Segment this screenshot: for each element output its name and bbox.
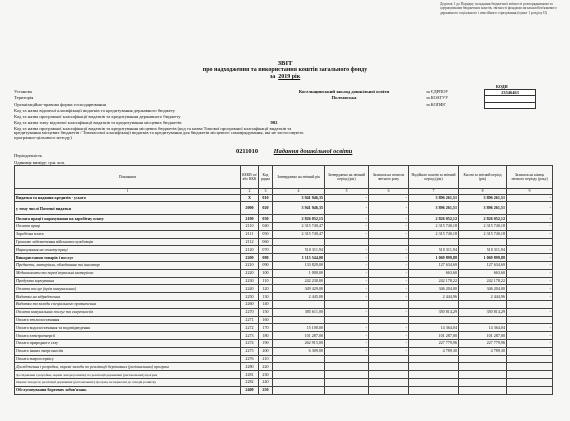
cell-approved-year: 101 287,00 — [273, 332, 325, 340]
type-local-value: 002 — [270, 120, 278, 126]
cell-name: Медикаменти та перев'язувальні матеріали — [15, 269, 241, 277]
cell-code: 200 — [259, 347, 273, 355]
cell-code: 060 — [259, 238, 273, 246]
cell-kekv: 2100 — [241, 215, 259, 223]
cell-name: Дослідження і розробки, окремі заходи розвитку по реалізації державних (регіональних) програм — [15, 371, 241, 379]
cell-cash: 2 315 740,18 — [459, 230, 507, 238]
table-row — [15, 332, 553, 340]
cell-approved-period — [325, 355, 369, 363]
cell-approved-year: 2 315 740,47 — [273, 223, 325, 231]
cell-code: 230 — [259, 371, 273, 379]
cell-received: 2 444,96 — [409, 293, 459, 301]
cell-approved-period — [325, 238, 369, 246]
table-row — [15, 262, 553, 270]
cell-received — [409, 363, 459, 371]
edrpou-label: за ЄДРПОУ — [426, 89, 449, 94]
cell-received — [409, 238, 459, 246]
prog-class-label: Код та назва програмної класифікації видатків та кредитування державного бюджету — [14, 114, 181, 120]
cell-approved-period: - — [325, 308, 369, 316]
cell-start — [369, 355, 409, 363]
cell-end — [507, 238, 553, 246]
cell-cash: 3 896 261,51 — [459, 194, 507, 202]
cell-start: - — [369, 230, 409, 238]
info-block — [14, 89, 564, 147]
cell-name: Предмети, матеріали, обладнання та інвентар — [15, 262, 241, 270]
cell-code: 220 — [259, 363, 273, 371]
cell-code: 070 — [259, 246, 273, 254]
cell-end: - — [507, 293, 553, 301]
cell-received — [409, 371, 459, 379]
cell-cash: 2 826 052,12 — [459, 215, 507, 223]
cell-start — [369, 379, 409, 387]
cell-name: Грошове забезпечення військовослужбовців — [15, 238, 241, 246]
table-row — [15, 285, 553, 293]
cell-start: - — [369, 254, 409, 262]
cell-kekv: 2120 — [241, 246, 259, 254]
cell-code: 170 — [259, 324, 273, 332]
cell-kekv: 2282 — [241, 379, 259, 387]
column-header: Показники — [15, 166, 241, 189]
column-number: 1 — [15, 189, 241, 195]
title-prefix: за — [269, 74, 276, 80]
cell-start — [369, 386, 409, 394]
report-table — [14, 165, 553, 395]
cell-kekv: 2230 — [241, 277, 259, 285]
cell-cash: 242 178,22 — [459, 277, 507, 285]
cell-cash: 127 634,69 — [459, 262, 507, 270]
table-row — [15, 230, 553, 238]
cell-end — [507, 355, 553, 363]
table-row — [15, 202, 553, 215]
cell-received: 127 634,69 — [409, 262, 459, 270]
cell-end: - — [507, 215, 553, 223]
cell-approved-period: - — [325, 223, 369, 231]
cell-start: - — [369, 202, 409, 215]
cell-code: 180 — [259, 332, 273, 340]
cell-received — [409, 316, 459, 324]
cell-cash: 3 896 261,51 — [459, 202, 507, 215]
cell-code: 100 — [259, 269, 273, 277]
cell-approved-period — [325, 371, 369, 379]
column-header: Касові за звітний період (рік) — [459, 166, 507, 189]
cell-end: - — [507, 340, 553, 348]
cell-code: 210 — [259, 355, 273, 363]
cell-cash: 227 779,96 — [459, 340, 507, 348]
cell-approved-period — [325, 386, 369, 394]
cell-approved-period: - — [325, 340, 369, 348]
cell-start: - — [369, 332, 409, 340]
cell-start: - — [369, 277, 409, 285]
table-row — [15, 301, 553, 309]
cell-code: 020 — [259, 202, 273, 215]
cell-approved-period: - — [325, 347, 369, 355]
cell-received: 2 826 052,12 — [409, 215, 459, 223]
cell-approved-year: 133 829,00 — [273, 262, 325, 270]
cell-cash — [459, 379, 507, 387]
cell-code: 240 — [259, 379, 273, 387]
cell-end: - — [507, 285, 553, 293]
cell-name: Оплата комунальних послуг та енергоносіїв — [15, 308, 241, 316]
cell-received: 663,60 — [409, 269, 459, 277]
column-header: Затверджено на звітний період (рік) — [325, 166, 369, 189]
cell-cash — [459, 316, 507, 324]
column-number: 9 — [507, 189, 553, 195]
cell-code: 050 — [259, 230, 273, 238]
cell-approved-year — [273, 363, 325, 371]
cell-end: - — [507, 277, 553, 285]
cell-received — [409, 379, 459, 387]
report-title — [0, 60, 570, 81]
cell-code: 190 — [259, 340, 273, 348]
cell-code: 120 — [259, 285, 273, 293]
cell-received: 2 315 740,18 — [409, 230, 459, 238]
cell-approved-year — [273, 355, 325, 363]
cell-kekv: 2220 — [241, 269, 259, 277]
cell-received: 350 814,29 — [409, 308, 459, 316]
cell-end: - — [507, 194, 553, 202]
table-row — [15, 223, 553, 231]
table-row — [15, 324, 553, 332]
cell-approved-year — [273, 386, 325, 394]
table-row — [15, 254, 553, 262]
cell-end: - — [507, 332, 553, 340]
cell-approved-period: - — [325, 332, 369, 340]
column-number: 4 — [273, 189, 325, 195]
cell-kekv: 2281 — [241, 371, 259, 379]
cell-name: Видатки та заходи спеціального призначення — [15, 301, 241, 309]
column-number: 5 — [325, 189, 369, 195]
cell-approved-year: 1 000,00 — [273, 269, 325, 277]
cell-received: 2 315 740,18 — [409, 223, 459, 231]
table-row — [15, 238, 553, 246]
cell-kekv: 2000 — [241, 202, 259, 215]
cell-name: Оплата електроенергії — [15, 332, 241, 340]
cell-approved-year: 15 100,00 — [273, 324, 325, 332]
program-code: 0211010 — [236, 148, 259, 155]
cell-cash — [459, 386, 507, 394]
codes-header: КОДИ — [496, 84, 508, 89]
cell-received: 4 789,30 — [409, 347, 459, 355]
cell-cash — [459, 355, 507, 363]
cell-end: - — [507, 223, 553, 231]
cell-approved-year: 385 611,00 — [273, 308, 325, 316]
column-number: 7 — [409, 189, 459, 195]
type-local-label: Код та назва типу відомчої класифікації видатків та кредитування місцевих бюджетів — [14, 120, 182, 126]
cell-code: 250 — [259, 386, 273, 394]
cell-approved-year — [273, 238, 325, 246]
cell-approved-year: 2 315 740,47 — [273, 230, 325, 238]
table-header-row — [15, 166, 553, 189]
cell-kekv: 2273 — [241, 332, 259, 340]
cell-name: Оплата послуг (крім комунальних) — [15, 285, 241, 293]
table-row — [15, 269, 553, 277]
cell-code: 040 — [259, 223, 273, 231]
cell-cash: 2 444,96 — [459, 293, 507, 301]
table-row — [15, 347, 553, 355]
cell-start — [369, 371, 409, 379]
edrpou-code: 23546463 — [484, 89, 536, 96]
cell-kekv: X — [241, 194, 259, 202]
cell-received: 346 204,00 — [409, 285, 459, 293]
cell-name: Використання товарів і послуг — [15, 254, 241, 262]
cell-end: - — [507, 246, 553, 254]
cell-start: - — [369, 215, 409, 223]
territory-label: Територія — [14, 95, 34, 101]
cell-name: Оплата праці і нарахування на заробітну плату — [15, 215, 241, 223]
cell-approved-period — [325, 363, 369, 371]
table-row — [15, 277, 553, 285]
cell-approved-year — [273, 379, 325, 387]
cell-cash: 350 814,29 — [459, 308, 507, 316]
cell-end: - — [507, 230, 553, 238]
cell-approved-year — [273, 301, 325, 309]
cell-received — [409, 301, 459, 309]
cell-cash: 346 204,00 — [459, 285, 507, 293]
cell-name: Оплата теплопостачання — [15, 316, 241, 324]
cell-approved-year — [273, 371, 325, 379]
cell-end: - — [507, 347, 553, 355]
appendix-note: Додаток 1 до Порядку складання бюджетної звітності розпорядниками та одержувачами бюджетних коштів, звітності фондами загальнообов'язкового державного соціального і пенсійного страхування (пункт 1 розділу II) — [440, 2, 557, 15]
cell-approved-period: - — [325, 202, 369, 215]
cell-kekv: 2272 — [241, 324, 259, 332]
dept-class-label: Код та назва відомчої класифікації видатків та кредитування державного бюджету — [14, 107, 176, 113]
cell-approved-period: - — [325, 285, 369, 293]
cell-approved-period: - — [325, 246, 369, 254]
kopfg-label: за КОПФГ — [426, 101, 446, 107]
cell-kekv: 2200 — [241, 254, 259, 262]
cell-code: 010 — [259, 194, 273, 202]
column-header: Залишок на початок звітного року — [369, 166, 409, 189]
cell-start — [369, 238, 409, 246]
cell-end — [507, 363, 553, 371]
cell-start — [369, 301, 409, 309]
cell-code: 130 — [259, 293, 273, 301]
cell-code: 080 — [259, 254, 273, 262]
table-row — [15, 246, 553, 254]
column-header: КЕКВ та/або ККК — [241, 166, 259, 189]
column-number: 8 — [459, 189, 507, 195]
cell-name: Обслуговування боргових зобов'язань — [15, 386, 241, 394]
cell-approved-period: - — [325, 324, 369, 332]
cell-approved-year: 2 445,00 — [273, 293, 325, 301]
report-year: 2019 рік — [278, 74, 301, 80]
institution-label: Установа — [14, 89, 32, 94]
cell-kekv: 2274 — [241, 340, 259, 348]
table-row — [15, 340, 553, 348]
cell-end: - — [507, 308, 553, 316]
cell-end: - — [507, 262, 553, 270]
table-row — [15, 379, 553, 387]
program-name: Надання дошкільної освіти — [273, 148, 353, 155]
cell-received — [409, 355, 459, 363]
cell-code: 090 — [259, 262, 273, 270]
cell-cash: 101 287,00 — [459, 332, 507, 340]
cell-received: 3 896 261,51 — [409, 194, 459, 202]
cell-code: 150 — [259, 308, 273, 316]
title-line-1: ЗВІТ — [277, 60, 293, 67]
cell-approved-year: 510 311,94 — [273, 246, 325, 254]
cell-cash: 510 311,94 — [459, 246, 507, 254]
cell-start: - — [369, 285, 409, 293]
legal-form-label: Організаційно-правова форма господарювання — [14, 101, 106, 107]
cell-start: - — [369, 194, 409, 202]
cell-start: - — [369, 347, 409, 355]
periodicity-label: Періодичність — [14, 153, 43, 158]
cell-received: 510 311,94 — [409, 246, 459, 254]
cell-end: - — [507, 324, 553, 332]
column-header: Затверджено на звітний рік — [273, 166, 325, 189]
column-header: Залишок на кінець звітного періоду (року) — [507, 166, 553, 189]
cell-end — [507, 386, 553, 394]
column-number: 3 — [259, 189, 273, 195]
table-row — [15, 386, 553, 394]
cell-end: - — [507, 254, 553, 262]
cell-name: Нарахування на оплату праці — [15, 246, 241, 254]
table-row — [15, 293, 553, 301]
institution-value: Косельщинський заклад дошкільної освіти — [298, 89, 390, 94]
cell-start: - — [369, 340, 409, 348]
cell-kekv: 2275 — [241, 347, 259, 355]
cell-kekv: 2400 — [241, 386, 259, 394]
table-row — [15, 371, 553, 379]
cell-approved-period: - — [325, 293, 369, 301]
cell-cash — [459, 363, 507, 371]
cell-approved-period — [325, 316, 369, 324]
column-header: Надійшло коштів за звітний період (рік) — [409, 166, 459, 189]
koatuu-label: за КОАТУУ — [426, 95, 449, 101]
cell-approved-period — [325, 301, 369, 309]
cell-start: - — [369, 293, 409, 301]
cell-approved-period: - — [325, 269, 369, 277]
cell-cash — [459, 301, 507, 309]
column-header: Код рядка — [259, 166, 273, 189]
cell-approved-period: - — [325, 277, 369, 285]
title-line-2: про надходження та використання коштів загального фонду — [202, 67, 368, 73]
cell-approved-year: 2 826 052,15 — [273, 215, 325, 223]
cell-received — [409, 386, 459, 394]
cell-name: у тому числі Поточні видатки — [15, 202, 241, 215]
cell-end — [507, 371, 553, 379]
table-row — [15, 363, 553, 371]
table-row — [15, 215, 553, 223]
cell-cash: 14 364,04 — [459, 324, 507, 332]
program-line — [236, 148, 352, 155]
territory-value: Полтавська — [331, 95, 357, 101]
cell-approved-year: 349 429,00 — [273, 285, 325, 293]
table-row — [15, 316, 553, 324]
cell-approved-period: - — [325, 262, 369, 270]
cell-approved-period: - — [325, 194, 369, 202]
prog-local-label: Код та назва програмної класифікації видатків та кредитування місцевих бюджетів (код та назва Типової програмної класифікації видатків та кредитування місцевих бюджетів / Тимчасової класифікації видатків та кредитування для бюджетів місцевого самоврядування, які не застосовують програмно-цільового методу) — [14, 125, 304, 140]
cell-kekv: 2260 — [241, 301, 259, 309]
table-row — [15, 355, 553, 363]
cell-name: Дослідження і розробки, окремі заходи по реалізації державних (регіональних) програм — [15, 363, 241, 371]
cell-cash — [459, 371, 507, 379]
cell-code: 110 — [259, 277, 273, 285]
column-number: 2 — [241, 189, 259, 195]
title-line-3 — [0, 74, 570, 81]
cell-received: 101 287,00 — [409, 332, 459, 340]
cell-approved-year: 242 230,00 — [273, 277, 325, 285]
cell-kekv: 2276 — [241, 355, 259, 363]
column-number: 6 — [369, 189, 409, 195]
cell-end — [507, 316, 553, 324]
cell-received: 227 779,96 — [409, 340, 459, 348]
table-row — [15, 194, 553, 202]
cell-start: - — [369, 324, 409, 332]
cell-kekv: 2280 — [241, 363, 259, 371]
cell-cash: 1 069 899,88 — [459, 254, 507, 262]
cell-approved-year — [273, 316, 325, 324]
cell-name: Оплата інших енергоносіїв — [15, 347, 241, 355]
cell-kekv: 2111 — [241, 230, 259, 238]
cell-code: 160 — [259, 316, 273, 324]
cell-end: - — [507, 269, 553, 277]
cell-kekv: 2270 — [241, 308, 259, 316]
cell-kekv: 2240 — [241, 285, 259, 293]
cell-received: 14 364,04 — [409, 324, 459, 332]
cell-start — [369, 316, 409, 324]
cell-kekv: 2210 — [241, 262, 259, 270]
table-row — [15, 308, 553, 316]
unit-label: Одиниця виміру: грн. коп. — [14, 160, 66, 165]
cell-kekv: 2271 — [241, 316, 259, 324]
cell-name: Оплата праці — [15, 223, 241, 231]
cell-cash: 4 789,30 — [459, 347, 507, 355]
cell-cash — [459, 238, 507, 246]
cell-received: 1 069 899,88 — [409, 254, 459, 262]
cell-start: - — [369, 246, 409, 254]
cell-name: Видатки та надання кредитів - усього — [15, 194, 241, 202]
cell-cash: 663,60 — [459, 269, 507, 277]
cell-start — [369, 363, 409, 371]
cell-code: 030 — [259, 215, 273, 223]
cell-approved-period — [325, 379, 369, 387]
cell-name: Видатки на відрядження — [15, 293, 241, 301]
cell-name: Окремі заходи по реалізації державних (регіональних) програм, не віднесені до заходів розвитку — [15, 379, 241, 387]
cell-name: Оплата природного газу — [15, 340, 241, 348]
cell-kekv: 2110 — [241, 223, 259, 231]
cell-kekv: 2112 — [241, 238, 259, 246]
cell-approved-year: 3 941 946,35 — [273, 194, 325, 202]
cell-kekv: 2250 — [241, 293, 259, 301]
cell-approved-year: 3 941 946,35 — [273, 202, 325, 215]
cell-approved-year: 262 915,00 — [273, 340, 325, 348]
cell-cash: 2 315 740,18 — [459, 223, 507, 231]
cell-end — [507, 379, 553, 387]
cell-name: Оплата водопостачання та водовідведення — [15, 324, 241, 332]
cell-received: 3 896 261,51 — [409, 202, 459, 215]
cell-name: Продукти харчування — [15, 277, 241, 285]
cell-name: Оплата енергосервісу — [15, 355, 241, 363]
prog-local-row — [14, 127, 314, 147]
cell-approved-year: 1 115 544,00 — [273, 254, 325, 262]
cell-start: - — [369, 262, 409, 270]
cell-name: Заробітна плата — [15, 230, 241, 238]
cell-end: - — [507, 202, 553, 215]
cell-approved-period: - — [325, 215, 369, 223]
cell-approved-period: - — [325, 254, 369, 262]
cell-start: - — [369, 308, 409, 316]
cell-code: 140 — [259, 301, 273, 309]
cell-received: 242 178,22 — [409, 277, 459, 285]
cell-approved-year: 6 309,00 — [273, 347, 325, 355]
cell-end — [507, 301, 553, 309]
cell-start: - — [369, 269, 409, 277]
cell-approved-period: - — [325, 230, 369, 238]
cell-start: - — [369, 223, 409, 231]
